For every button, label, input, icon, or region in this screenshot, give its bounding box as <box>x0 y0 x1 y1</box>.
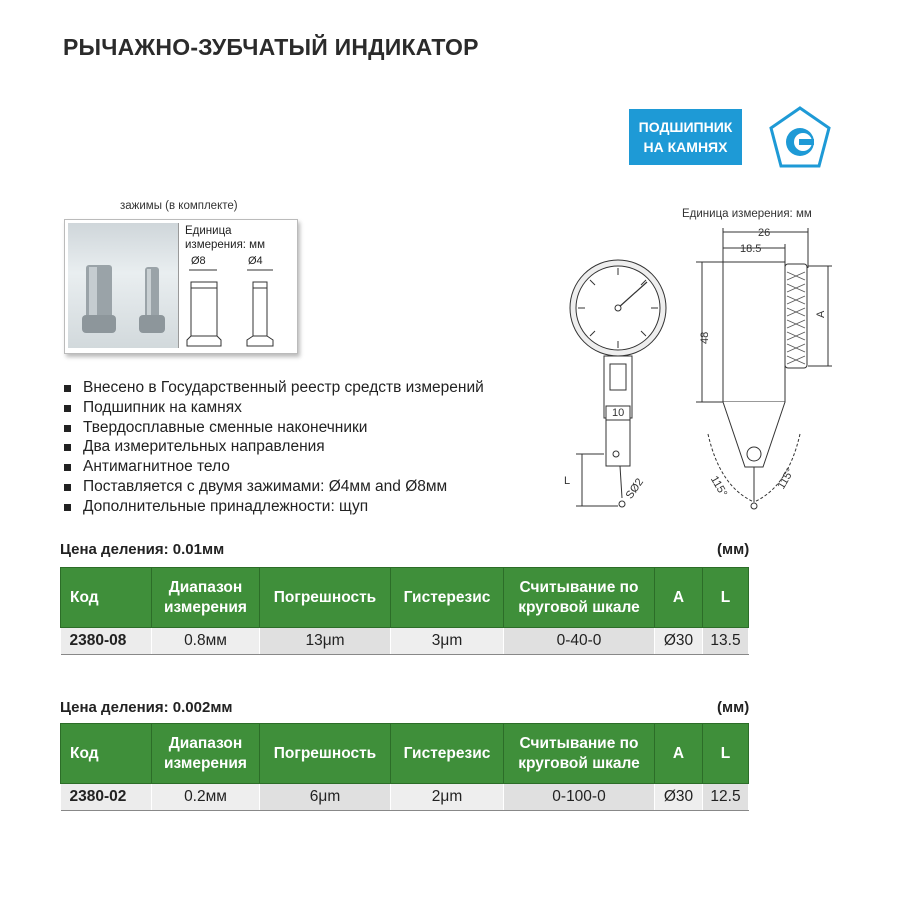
table-row <box>61 784 749 811</box>
spec-table-2 <box>60 723 749 811</box>
angle-left: 115° <box>707 474 730 500</box>
table2-heading: Цена деления: 0.002мм <box>60 699 233 716</box>
list-item: Внесено в Государственный реестр средств измерений <box>62 378 484 398</box>
table1-heading: Цена деления: 0.01мм <box>60 541 225 558</box>
list-item: Поставляется с двумя зажимами: Ø4мм and Ø8мм <box>62 477 484 497</box>
badge-line-1: ПОДШИПНИК <box>638 119 733 135</box>
list-item: Антимагнитное тело <box>62 457 484 477</box>
cell-hysteresis: 2μm <box>391 784 504 811</box>
col-range: Диапазон измерения <box>152 724 260 784</box>
clamps-separator <box>178 223 179 348</box>
spec-table-1 <box>60 567 749 655</box>
dim-10: 10 <box>612 407 625 419</box>
col-reading: Считывание по круговой шкале <box>504 724 655 784</box>
clamps-unit-line1: Единица <box>185 225 232 237</box>
clamps-drawing <box>181 266 291 350</box>
cell-range: 0.2мм <box>152 784 260 811</box>
col-code: Код <box>61 724 152 784</box>
clamps-unit-line2: измерения: мм <box>185 239 265 251</box>
cell-A: Ø30 <box>655 784 703 811</box>
list-item: Подшипник на камнях <box>62 398 484 418</box>
cell-hysteresis: 3μm <box>391 628 504 655</box>
cell-reading: 0-40-0 <box>504 628 655 655</box>
table-header-row <box>61 568 749 628</box>
clamps-caption: зажимы (в комплекте) <box>120 200 238 212</box>
drawing-unit-label: Единица измерения: мм <box>682 208 812 220</box>
dim-A: A <box>815 310 827 318</box>
col-code: Код <box>61 568 152 628</box>
feature-list <box>62 378 484 517</box>
table-row <box>61 628 749 655</box>
clamps-panel <box>64 219 298 354</box>
indicator-technical-drawing <box>560 222 850 522</box>
table2-unit: (мм) <box>717 699 750 716</box>
cell-reading: 0-100-0 <box>504 784 655 811</box>
badge-line-2: НА КАМНЯХ <box>643 139 728 155</box>
col-A: A <box>655 568 703 628</box>
col-reading: Считывание по круговой шкале <box>504 568 655 628</box>
clamp-diameter-4: Ø4 <box>248 255 263 267</box>
cell-code: 2380-08 <box>61 628 152 655</box>
clamp-diameter-8: Ø8 <box>191 255 206 267</box>
col-L: L <box>703 568 749 628</box>
table1-unit: (мм) <box>717 541 750 558</box>
list-item: Твердосплавные сменные наконечники <box>62 418 484 438</box>
col-hysteresis: Гистерезис <box>391 724 504 784</box>
certification-mark-icon <box>765 104 835 174</box>
clamps-image <box>68 223 178 348</box>
cell-error: 13μm <box>260 628 391 655</box>
dim-sphere: SØ2 <box>623 476 647 502</box>
list-item: Дополнительные принадлежности: щуп <box>62 497 484 517</box>
col-L: L <box>703 724 749 784</box>
dim-18-5: 18.5 <box>740 243 762 255</box>
cell-code: 2380-02 <box>61 784 152 811</box>
col-error: Погрешность <box>260 724 391 784</box>
cell-L: 13.5 <box>703 628 749 655</box>
col-error: Погрешность <box>260 568 391 628</box>
cell-A: Ø30 <box>655 628 703 655</box>
clamps-photo <box>68 223 178 348</box>
dim-26: 26 <box>758 227 771 239</box>
col-A: A <box>655 724 703 784</box>
cell-error: 6μm <box>260 784 391 811</box>
angle-right: 115° <box>775 466 797 492</box>
dim-L: L <box>564 475 571 487</box>
dim-48: 48 <box>699 331 711 344</box>
page-title: РЫЧАЖНО-ЗУБЧАТЫЙ ИНДИКАТОР <box>63 34 479 60</box>
cell-range: 0.8мм <box>152 628 260 655</box>
table-header-row <box>61 724 749 784</box>
clamps-unit <box>185 224 265 252</box>
list-item: Два измерительных направления <box>62 437 484 457</box>
cell-L: 12.5 <box>703 784 749 811</box>
col-range: Диапазон измерения <box>152 568 260 628</box>
jewel-bearing-badge <box>629 109 742 165</box>
col-hysteresis: Гистерезис <box>391 568 504 628</box>
